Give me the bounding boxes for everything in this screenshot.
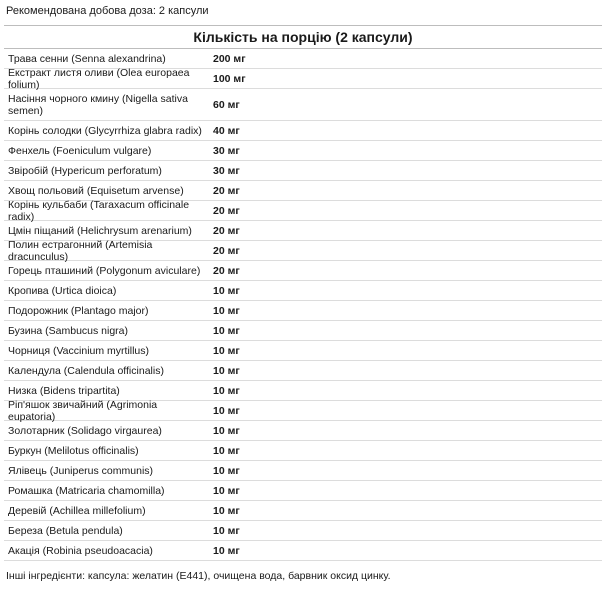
ingredient-dose: 10 мг — [213, 344, 240, 357]
ingredient-dose: 10 мг — [213, 424, 240, 437]
ingredient-name: Корінь солодки (Glycyrrhiza glabra radix) — [8, 124, 202, 137]
ingredient-dose: 20 мг — [213, 244, 240, 257]
ingredient-name: Кропива (Urtica dioica) — [8, 284, 117, 297]
table-title: Кількість на порцію (2 капсули) — [4, 26, 602, 49]
table-row — [4, 141, 602, 161]
ingredient-name: Чорниця (Vaccinium myrtillus) — [8, 344, 150, 357]
table-row — [4, 89, 602, 121]
table-row — [4, 238, 602, 263]
ingredient-dose: 30 мг — [213, 144, 240, 157]
ingredient-name: Ріп'яшок звичайний (Agrimonia eupatoria) — [8, 398, 158, 423]
table-row — [4, 361, 602, 381]
ingredient-dose: 100 мг — [213, 72, 246, 85]
ingredient-dose: 30 мг — [213, 164, 240, 177]
table-row — [4, 541, 602, 561]
table-row — [4, 281, 602, 301]
ingredient-name: Полин естрагонний (Artemisia dracunculus) — [8, 238, 153, 263]
table-row — [4, 521, 602, 541]
ingredient-name: Горець пташиний (Polygonum aviculare) — [8, 264, 201, 277]
table-row — [4, 66, 602, 91]
table-row — [4, 161, 602, 181]
table-row — [4, 198, 602, 223]
ingredient-dose: 20 мг — [213, 264, 240, 277]
ingredient-name: Низка (Bidens tripartita) — [8, 384, 120, 397]
ingredient-name: Ялівець (Juniperus communis) — [8, 464, 154, 477]
table-row — [4, 421, 602, 441]
table-row — [4, 121, 602, 141]
ingredient-dose: 40 мг — [213, 124, 240, 137]
ingredient-dose: 10 мг — [213, 544, 240, 557]
ingredient-name: Береза (Betula pendula) — [8, 524, 123, 537]
table-row — [4, 301, 602, 321]
ingredients-table — [4, 25, 602, 561]
ingredient-name: Цмін піщаний (Helichrysum arenarium) — [8, 224, 192, 237]
ingredient-name: Звіробій (Hypericum perforatum) — [8, 164, 162, 177]
ingredient-dose: 20 мг — [213, 204, 240, 217]
ingredient-dose: 10 мг — [213, 524, 240, 537]
recommended-dose: Рекомендована добова доза: 2 капсули — [6, 5, 209, 17]
ingredient-dose: 10 мг — [213, 404, 240, 417]
table-row — [4, 441, 602, 461]
ingredient-name: Бузина (Sambucus nigra) — [8, 324, 129, 337]
ingredient-name: Екстракт листя оливи (Olea europaea folium) — [8, 66, 190, 91]
ingredient-dose: 10 мг — [213, 504, 240, 517]
ingredient-dose: 20 мг — [213, 184, 240, 197]
ingredient-dose: 10 мг — [213, 284, 240, 297]
ingredient-name: Насіння чорного кмину (Nigella sativa semen) — [8, 92, 188, 117]
ingredient-dose: 10 мг — [213, 304, 240, 317]
table-row — [4, 341, 602, 361]
table-row — [4, 261, 602, 281]
ingredient-name: Подорожник (Plantago major) — [8, 304, 149, 317]
other-ingredients: Інші інгредієнти: капсула: желатин (E441), очищена вода, барвник оксид цинку. — [6, 570, 391, 582]
ingredient-name: Деревій (Achillea millefolium) — [8, 504, 146, 517]
table-row — [4, 481, 602, 501]
ingredient-name: Акація (Robinia pseudoacacia) — [8, 544, 153, 557]
ingredient-name: Хвощ польовий (Equisetum arvense) — [8, 184, 184, 197]
ingredient-dose: 10 мг — [213, 464, 240, 477]
ingredient-name: Календула (Calendula officinalis) — [8, 364, 164, 377]
ingredient-name: Золотарник (Solidago virgaurea) — [8, 424, 162, 437]
ingredient-dose: 60 мг — [213, 98, 240, 111]
ingredient-dose: 20 мг — [213, 224, 240, 237]
table-row — [4, 501, 602, 521]
ingredient-name: Ромашка (Matricaria chamomilla) — [8, 484, 165, 497]
table-row — [4, 321, 602, 341]
ingredient-name: Фенхель (Foeniculum vulgare) — [8, 144, 152, 157]
ingredient-dose: 10 мг — [213, 364, 240, 377]
ingredient-dose: 200 мг — [213, 52, 246, 65]
ingredient-name: Буркун (Melilotus officinalis) — [8, 444, 139, 457]
ingredient-dose: 10 мг — [213, 324, 240, 337]
table-row — [4, 398, 602, 423]
ingredient-dose: 10 мг — [213, 444, 240, 457]
ingredient-dose: 10 мг — [213, 484, 240, 497]
ingredient-name: Корінь кульбаби (Taraxacum officinale radix) — [8, 198, 190, 223]
table-row — [4, 461, 602, 481]
ingredient-dose: 10 мг — [213, 384, 240, 397]
ingredient-name: Трава сенни (Senna alexandrina) — [8, 52, 166, 65]
